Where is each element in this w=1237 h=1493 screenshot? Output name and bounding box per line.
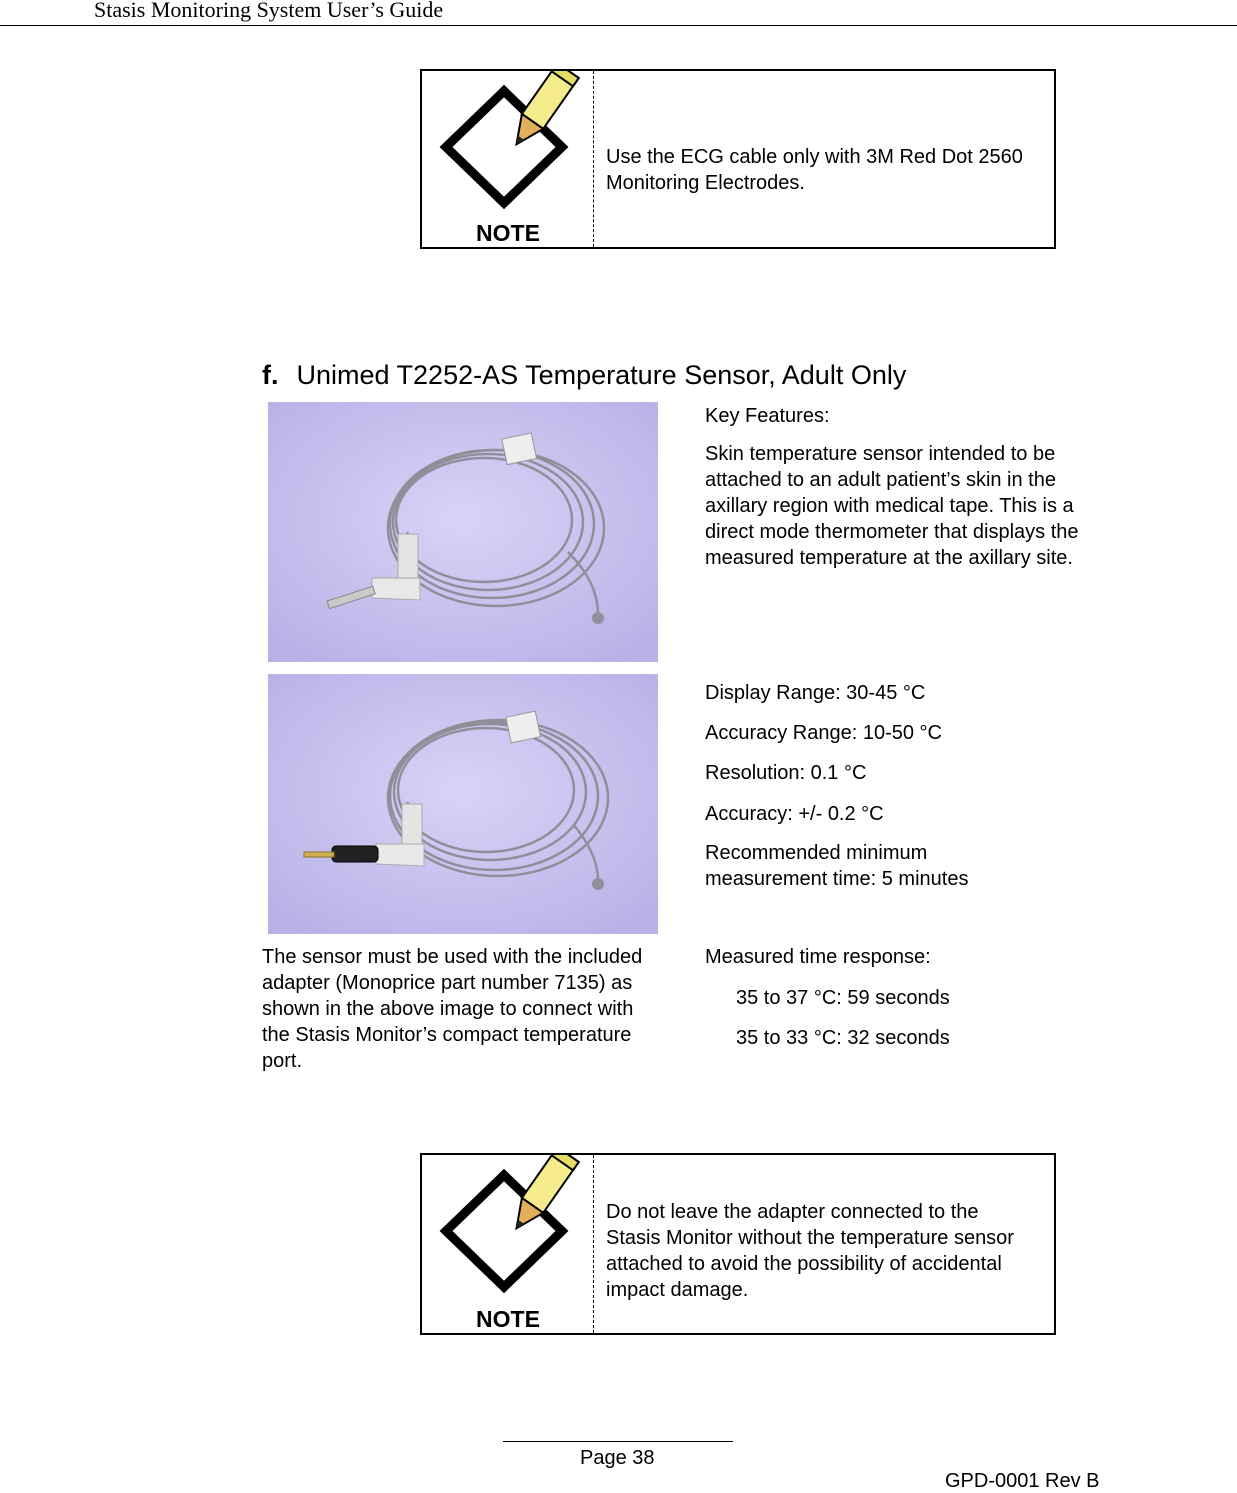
section-title: Unimed T2252-AS Temperature Sensor, Adult Only [296,360,907,390]
section-heading [262,358,906,392]
note-box-adapter [420,1153,1056,1335]
note-icon-cell [422,1155,594,1333]
key-features-heading: Key Features: [705,405,830,427]
response-heading: Measured time response: [705,946,931,968]
spec-resolution: Resolution: 0.1 °C [705,762,867,784]
note-pencil-icon [438,71,584,219]
section-letter: f. [262,360,279,390]
note-text: Do not leave the adapter connected to the Stasis Monitor without the temperature sensor attached to avoid the possibility of accidental impact damage. [606,1201,1014,1301]
note-pencil-icon [438,1155,584,1303]
adapter-paragraph: The sensor must be used with the included adapter (Monoprice part number 7135) as shown in the above image to connect with the Stasis Monitor’s compact temperature port. [262,946,643,1072]
note-box-ecg [420,69,1056,249]
response-item: 35 to 37 °C: 59 seconds [736,987,950,1009]
footer-rule [503,1441,733,1442]
note-icon-cell [422,71,594,247]
spec-display-range: Display Range: 30-45 °C [705,682,926,704]
sensor-photo-plug [268,402,658,662]
spec-accuracy-range: Accuracy Range: 10-50 °C [705,722,943,744]
header-title: Stasis Monitoring System User’s Guide [94,0,444,22]
page-number: Page 38 [580,1447,655,1469]
response-item: 35 to 33 °C: 32 seconds [736,1027,950,1049]
spec-min-time: Recommended minimum measurement time: 5 minutes [705,842,969,890]
note-text: Use the ECG cable only with 3M Red Dot 2560 Monitoring Electrodes. [606,146,1023,194]
sensor-photo-adapter [268,674,658,934]
note-label: NOTE [476,220,540,246]
key-features-description: Skin temperature sensor intended to be attached to an adult patient’s skin in the axillary region with medical tape. This is a direct mode thermometer that displays the measured temperature at the axillary site. [705,443,1079,569]
note-label: NOTE [476,1306,540,1332]
temperature-sensor-adapter-image [268,674,658,934]
document-id: GPD-0001 Rev B [945,1470,1100,1492]
spec-accuracy: Accuracy: +/- 0.2 °C [705,803,884,825]
temperature-sensor-cable-image [268,402,658,662]
header-rule [0,25,1237,26]
